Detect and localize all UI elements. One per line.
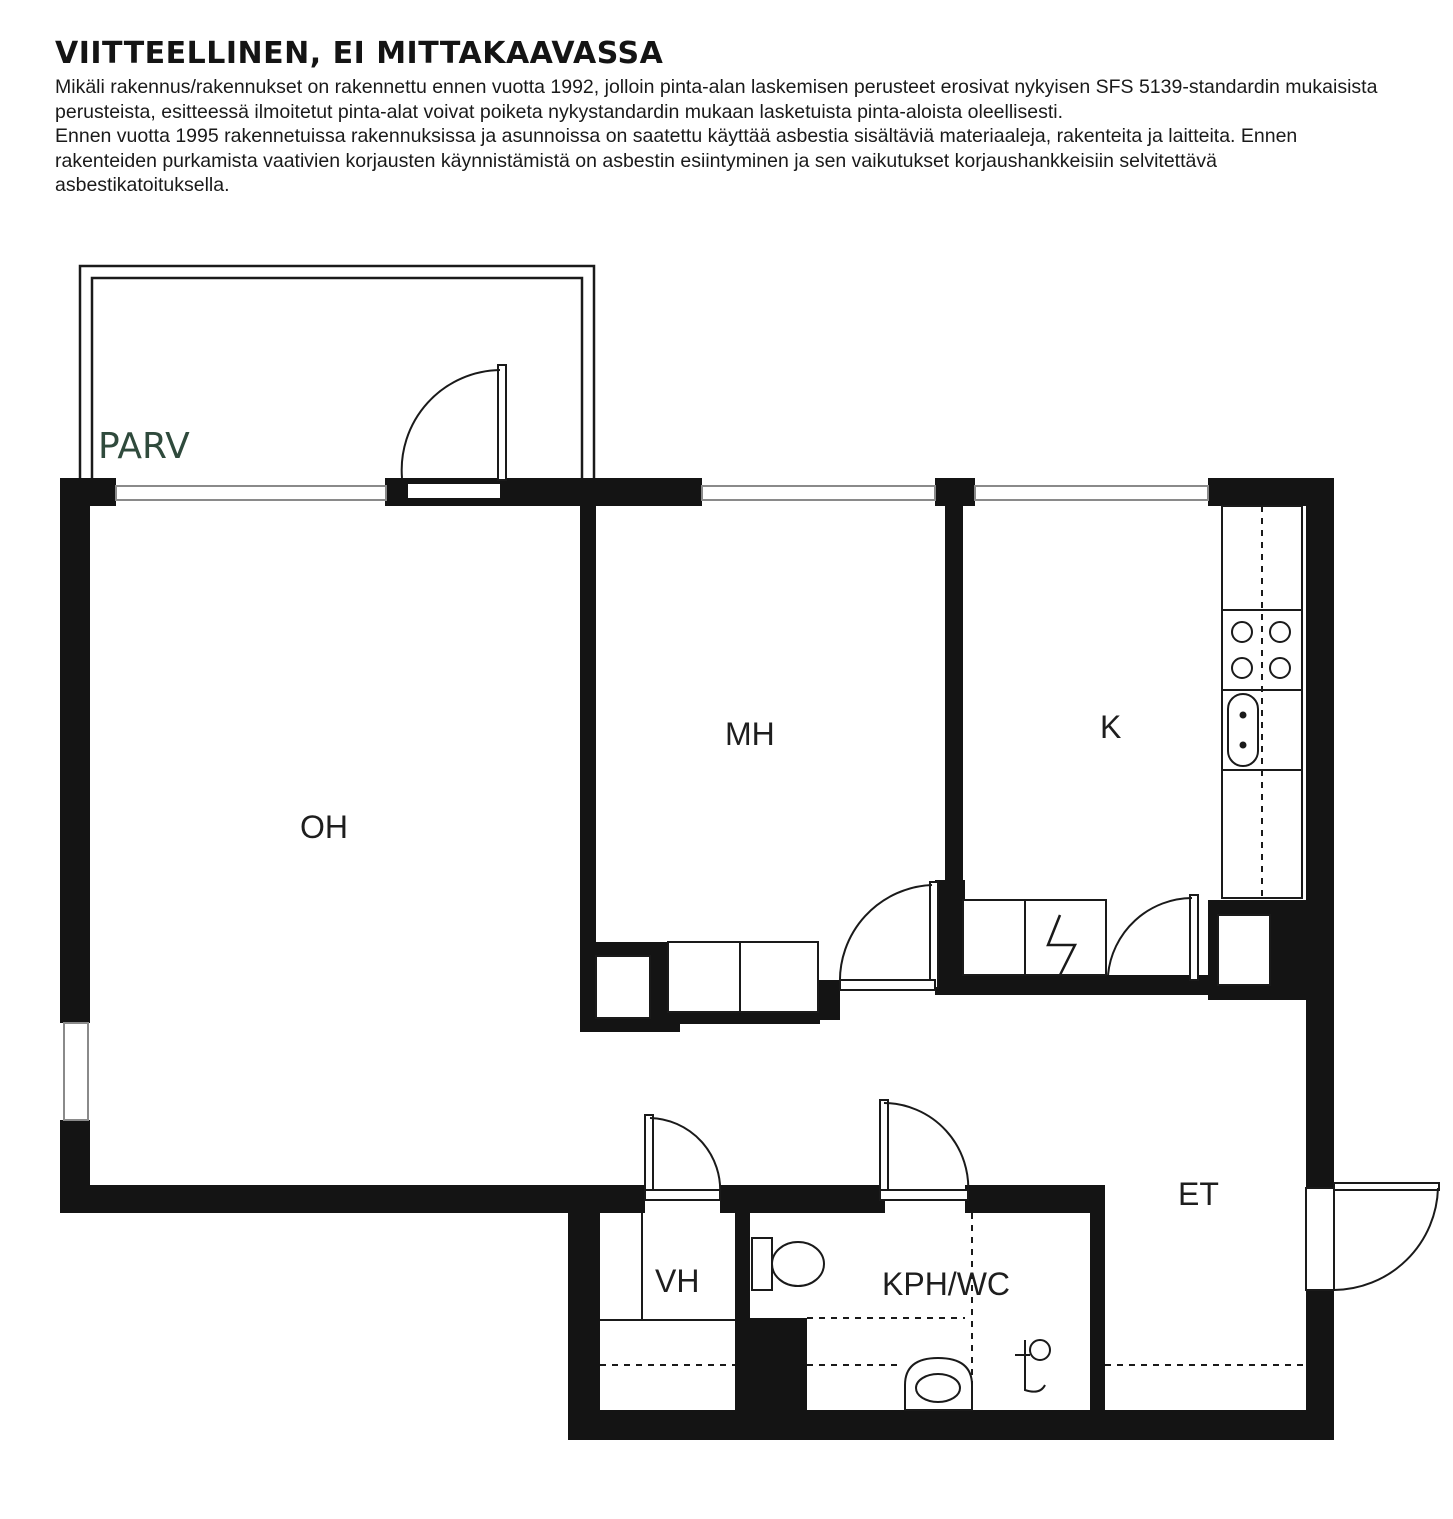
room-label-parv: PARV <box>98 426 190 467</box>
room-label-oh: OH <box>300 809 348 845</box>
bathroom-dashed-lines <box>807 1213 1306 1410</box>
kitchen-sink-icon <box>1228 694 1258 766</box>
room-label-kph-wc: KPH/WC <box>882 1266 1010 1302</box>
toilet-icon <box>752 1238 824 1290</box>
page-title: VIITTEELLINEN, EI MITTAKAAVASSA <box>55 36 664 71</box>
washbasin-icon <box>905 1358 972 1410</box>
room-label-et: ET <box>1178 1176 1219 1212</box>
door-threshold-balcony <box>408 484 500 498</box>
disclaimer-paragraph-asbestos: Ennen vuotta 1995 rakennetuissa rakennuksissa ja asunnoissa on saatettu käyttää asbestia sisältäviä materiaaleja, rakenteita ja laitteita. Ennen rakenteiden purkamista vaativien korjausten käynnistämistä on asbestin esiintyminen ja sen vaikutukset korjaushankkeisiin selvitettävä asbestikatoituksella. <box>55 125 1298 196</box>
room-label-k: K <box>1100 709 1122 745</box>
kitchen-counter <box>1222 506 1302 898</box>
shower-icon <box>1015 1340 1050 1392</box>
room-label-mh: MH <box>725 716 775 752</box>
disclaimer-paragraph-area: Mikäli rakennus/rakennukset on rakennettu ennen vuotta 1992, jolloin pinta-alan laskemisen perusteet erosivat nykyisen SFS 5139-standardin mukaisista perusteista, esitteessä ilmoitetut pinta-alat voivat poiketa nykystandardin mukaan lasketuista pinta-aloista oleellisesti. <box>55 76 1378 123</box>
room-label-vh: VH <box>655 1263 700 1299</box>
